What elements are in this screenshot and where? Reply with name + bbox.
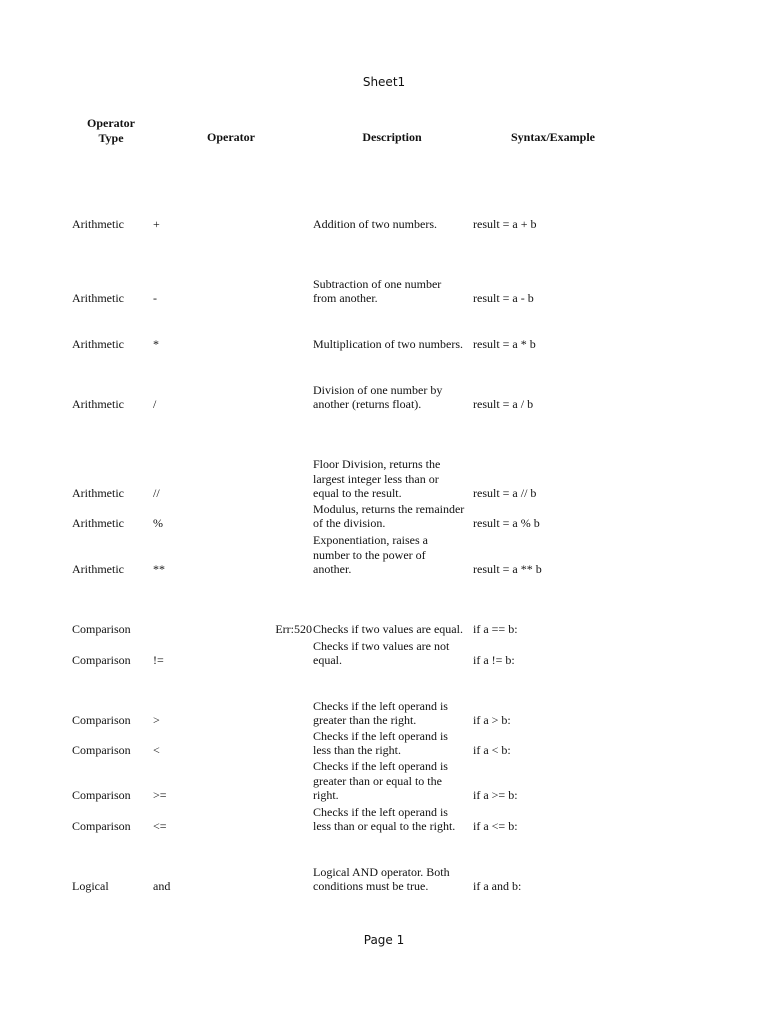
description-line: another (returns float). [313,397,422,412]
cell-syntax: result = a % b [473,516,540,531]
page-footer: Page 1 [363,933,405,947]
cell-syntax: result = a ** b [473,562,542,577]
cell-syntax: result = a // b [473,486,537,501]
cell-description [313,639,478,668]
description-line: equal to the result. [313,486,402,501]
cell-operator-type: Arithmetic [72,397,124,412]
description-line: Division of one number by [313,382,443,397]
cell-operator-type: Comparison [72,622,131,637]
cell-description [313,759,478,803]
description-line: right. [313,788,339,803]
cell-operator: <= [153,819,167,834]
description-line: Logical AND operator. Both [313,864,450,879]
cell-operator: >= [153,788,167,803]
description-line: equal. [313,653,342,668]
cell-syntax: result = a * b [473,337,536,352]
cell-description [313,217,478,232]
description-line: less than or equal to the right. [313,819,456,834]
cell-error-value: Err:520 [275,622,312,637]
cell-operator-type: Logical [72,879,109,894]
cell-syntax: if a > b: [473,713,511,728]
cell-operator: > [153,713,160,728]
description-line: Checks if the left operand is [313,759,448,774]
cell-syntax: if a < b: [473,743,511,758]
cell-operator: / [153,397,157,412]
cell-operator-type: Comparison [72,743,131,758]
description-line: greater than or equal to the [313,773,442,788]
cell-description [313,622,478,637]
cell-description [313,277,478,306]
description-line: Subtraction of one number [313,276,442,291]
cell-operator-type: Arithmetic [72,562,124,577]
description-line: Exponentiation, raises a [313,533,428,548]
cell-syntax: result = a / b [473,397,534,412]
header-operator-type-line2: Type [98,130,124,145]
header-description: Description [362,130,422,144]
description-line: Multiplication of two numbers. [313,337,463,352]
description-line: Modulus, returns the remainder [313,501,465,516]
cell-operator: != [153,653,164,668]
cell-operator-type: Arithmetic [72,486,124,501]
cell-operator: % [153,516,163,531]
cell-operator: and [153,879,171,894]
cell-syntax: result = a - b [473,291,534,306]
cell-operator-type: Arithmetic [72,337,124,352]
cell-operator: - [153,291,157,306]
cell-description [313,337,478,352]
description-line: less than the right. [313,743,401,758]
description-line: number to the power of [313,547,426,562]
description-line: Floor Division, returns the [313,457,441,472]
cell-description [313,729,478,758]
cell-operator: // [153,486,160,501]
cell-description [313,457,478,501]
sheet-title: Sheet1 [362,75,406,89]
header-operator-type [72,116,150,145]
description-line: Checks if the left operand is [313,804,448,819]
description-line: largest integer less than or [313,471,439,486]
header-operator: Operator [207,130,255,144]
cell-operator: + [153,217,160,232]
description-line: Checks if two values are not [313,638,450,653]
cell-operator-type: Comparison [72,653,131,668]
cell-description [313,502,478,531]
description-line: of the division. [313,516,386,531]
cell-operator-type: Arithmetic [72,291,124,306]
cell-operator-type: Arithmetic [72,516,124,531]
cell-operator-type: Comparison [72,819,131,834]
description-line: another. [313,562,352,577]
description-line: Checks if the left operand is [313,698,448,713]
cell-operator-type: Comparison [72,788,131,803]
cell-operator-type: Comparison [72,713,131,728]
cell-syntax: if a <= b: [473,819,518,834]
description-line: greater than the right. [313,713,417,728]
description-line: from another. [313,291,378,306]
cell-syntax: result = a + b [473,217,537,232]
header-operator-type-line1: Operator [87,116,135,130]
cell-syntax: if a == b: [473,622,518,637]
cell-syntax: if a >= b: [473,788,518,803]
header-syntax-example: Syntax/Example [510,130,595,144]
description-line: Addition of two numbers. [313,217,437,232]
description-line: conditions must be true. [313,879,429,894]
cell-description [313,805,478,834]
cell-description [313,533,478,577]
cell-operator-type: Arithmetic [72,217,124,232]
cell-description [313,699,478,728]
cell-operator: ** [153,562,165,577]
cell-operator: * [153,337,159,352]
cell-description [313,383,478,412]
description-line: Checks if the left operand is [313,728,448,743]
description-line: Checks if two values are equal. [313,622,463,637]
cell-syntax: if a != b: [473,653,515,668]
cell-description [313,865,478,894]
cell-syntax: if a and b: [473,879,522,894]
cell-operator: < [153,743,160,758]
